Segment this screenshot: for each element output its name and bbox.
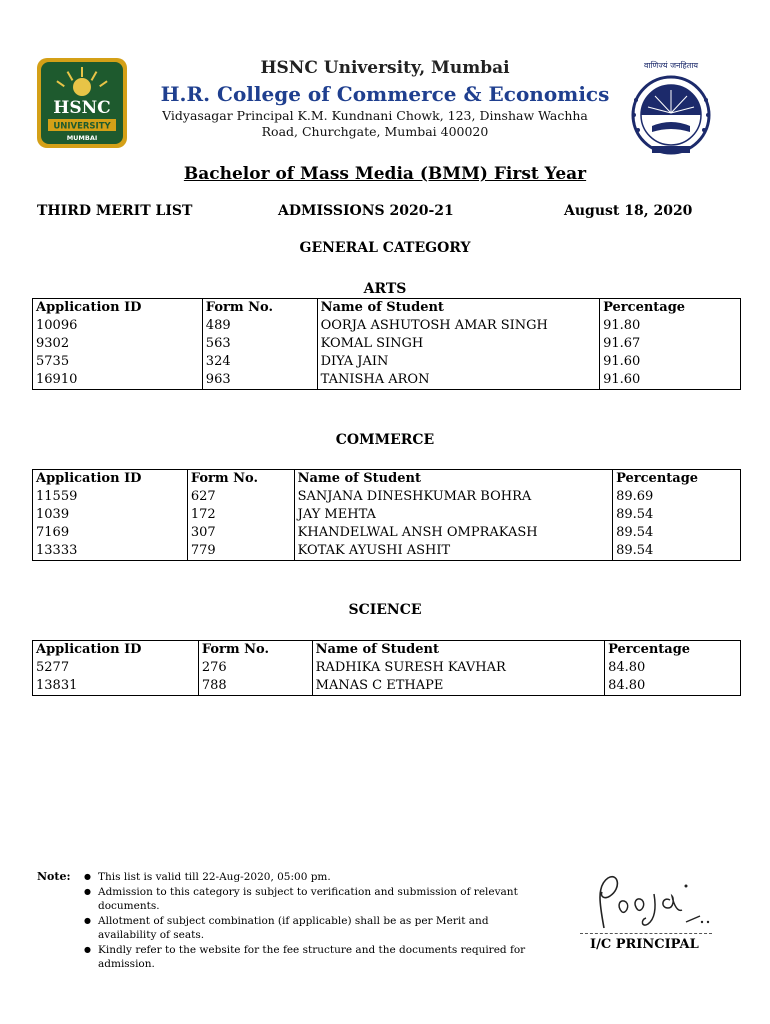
column-header: Form No. [202, 299, 317, 318]
table-header-row [33, 470, 741, 489]
column-header: Percentage [605, 641, 741, 660]
column-header: Application ID [33, 299, 203, 318]
application-id: 9302 [33, 335, 203, 353]
application-id: 11559 [33, 488, 188, 506]
column-header: Form No. [187, 470, 294, 489]
student-name: RADHIKA SURESH KAVHAR [312, 659, 604, 677]
column-header: Name of Student [312, 641, 604, 660]
merit-table-arts [32, 298, 741, 390]
form-no: 779 [187, 542, 294, 561]
percentage: 91.60 [600, 371, 741, 390]
table-row [33, 371, 741, 390]
percentage: 89.69 [613, 488, 741, 506]
percentage: 91.60 [600, 353, 741, 371]
table-row [33, 542, 741, 561]
merit-list-label: THIRD MERIT LIST [37, 203, 193, 219]
address-line-2: Road, Churchgate, Mumbai 400020 [261, 124, 489, 139]
form-no: 963 [202, 371, 317, 390]
student-name: OORJA ASHUTOSH AMAR SINGH [317, 317, 600, 335]
percentage: 91.67 [600, 335, 741, 353]
application-id: 16910 [33, 371, 203, 390]
percentage: 89.54 [613, 506, 741, 524]
application-id: 13831 [33, 677, 199, 696]
column-header: Name of Student [294, 470, 612, 489]
signatory-title: I/C PRINCIPAL [590, 937, 699, 952]
form-no: 307 [187, 524, 294, 542]
table-row [33, 335, 741, 353]
application-id: 5277 [33, 659, 199, 677]
student-name: SANJANA DINESHKUMAR BOHRA [294, 488, 612, 506]
column-header: Application ID [33, 470, 188, 489]
percentage: 91.80 [600, 317, 741, 335]
admissions-year: ADMISSIONS 2020-21 [278, 203, 454, 219]
form-no: 172 [187, 506, 294, 524]
student-name: MANAS C ETHAPE [312, 677, 604, 696]
table-row [33, 524, 741, 542]
table-row [33, 488, 741, 506]
percentage: 89.54 [613, 524, 741, 542]
svg-text:HSNC: HSNC [53, 98, 111, 118]
student-name: JAY MEHTA [294, 506, 612, 524]
form-no: 324 [202, 353, 317, 371]
student-name: KHANDELWAL ANSH OMPRAKASH [294, 524, 612, 542]
note-item: ● Admission to this category is subject to verification and submission of relevant documents. [84, 885, 544, 914]
section-title-commerce: COMMERCE [335, 432, 435, 448]
percentage: 84.80 [605, 659, 741, 677]
address-line-1: Vidyasagar Principal K.M. Kundnani Chowk, 123, Dinshaw Wachha [162, 108, 588, 123]
column-header: Percentage [613, 470, 741, 489]
table-row [33, 677, 741, 696]
table-row [33, 317, 741, 335]
college-name: H.R. College of Commerce & Economics [160, 82, 610, 106]
note-item: ● Allotment of subject combination (if applicable) shall be as per Merit and availability of seats. [84, 914, 544, 943]
application-id: 10096 [33, 317, 203, 335]
principal-signature [582, 866, 722, 936]
column-header: Name of Student [317, 299, 600, 318]
svg-text:वाणिज्यं जनहिताय: वाणिज्यं जनहिताय [643, 61, 699, 70]
note-label: Note: [37, 870, 71, 883]
percentage: 89.54 [613, 542, 741, 561]
student-name: DIYA JAIN [317, 353, 600, 371]
column-header: Form No. [198, 641, 312, 660]
section-title-arts: ARTS [363, 281, 407, 297]
form-no: 627 [187, 488, 294, 506]
signature-line [580, 933, 712, 934]
table-header-row [33, 299, 741, 318]
note-list [84, 870, 544, 972]
student-name: KOTAK AYUSHI ASHIT [294, 542, 612, 561]
table-row [33, 506, 741, 524]
form-no: 788 [198, 677, 312, 696]
category-heading: GENERAL CATEGORY [299, 240, 471, 256]
application-id: 5735 [33, 353, 203, 371]
college-address [150, 108, 600, 140]
column-header: Application ID [33, 641, 199, 660]
university-name: HSNC University, Mumbai [260, 58, 510, 78]
svg-text:UNIVERSITY: UNIVERSITY [53, 121, 111, 132]
student-name: TANISHA ARON [317, 371, 600, 390]
course-title: Bachelor of Mass Media (BMM) First Year [183, 164, 587, 184]
table-row [33, 659, 741, 677]
section-title-science: SCIENCE [348, 602, 422, 618]
application-id: 13333 [33, 542, 188, 561]
svg-text:MUMBAI: MUMBAI [66, 134, 98, 142]
table-header-row [33, 641, 741, 660]
application-id: 1039 [33, 506, 188, 524]
table-row [33, 353, 741, 371]
form-no: 489 [202, 317, 317, 335]
note-item: ● Kindly refer to the website for the fee structure and the documents required for admission. [84, 943, 544, 972]
column-header: Percentage [600, 299, 741, 318]
application-id: 7169 [33, 524, 188, 542]
merit-table-commerce [32, 469, 741, 561]
percentage: 84.80 [605, 677, 741, 696]
form-no: 276 [198, 659, 312, 677]
form-no: 563 [202, 335, 317, 353]
student-name: KOMAL SINGH [317, 335, 600, 353]
list-date: August 18, 2020 [564, 203, 693, 219]
note-item: ● This list is valid till 22-Aug-2020, 05:00 pm. [84, 870, 544, 885]
merit-table-science [32, 640, 741, 696]
